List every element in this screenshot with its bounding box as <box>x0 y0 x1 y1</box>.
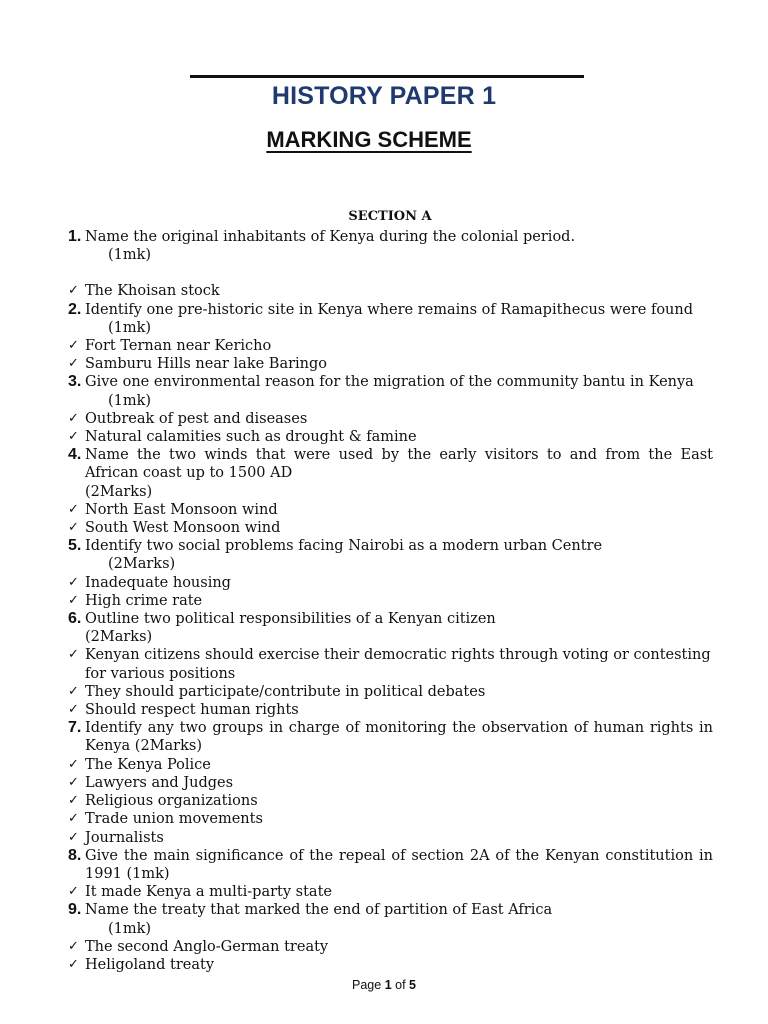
answer-item: ✓ They should participate/contribute in political debates <box>68 683 486 700</box>
footer-current-page: 1 <box>384 978 392 992</box>
question-marks: (1mk) <box>108 319 152 336</box>
check-icon: ✓ <box>68 756 79 772</box>
question-7 <box>68 719 713 755</box>
answer-item: ✓ Religious organizations <box>68 793 258 810</box>
question-text: Name the original inhabitants of Kenya during the colonial period. <box>85 229 576 245</box>
question-number: 1. <box>68 228 82 245</box>
page-footer <box>0 978 768 992</box>
check-icon: ✓ <box>68 429 79 445</box>
check-icon: ✓ <box>68 338 79 354</box>
question-number: 4. <box>68 446 82 464</box>
question-number: 7. <box>68 719 82 737</box>
check-icon: ✓ <box>68 410 79 426</box>
question-marks: (1mk) <box>108 247 152 264</box>
answer-item: ✓ Natural calamities such as drought & famine <box>68 429 417 446</box>
check-icon: ✓ <box>68 592 79 608</box>
check-icon: ✓ <box>68 793 79 809</box>
check-icon: ✓ <box>68 283 79 299</box>
question-4 <box>68 446 713 482</box>
question-text: Identify two social problems facing Nairobi as a modern urban Centre <box>85 538 603 555</box>
check-icon: ✓ <box>68 829 79 845</box>
question-5 <box>68 537 713 555</box>
page-title: HISTORY PAPER 1 <box>271 82 497 110</box>
question-marks: (2Marks) <box>85 483 153 500</box>
question-number: 5. <box>68 537 82 555</box>
question-text: Identify any two groups in charge of monitoring the observation of human rights in Kenya (2Marks) <box>85 720 713 755</box>
answer-item: ✓ High crime rate <box>68 592 203 609</box>
check-icon: ✓ <box>68 884 79 900</box>
question-number: 3. <box>68 373 82 391</box>
question-marks: (1mk) <box>108 392 152 409</box>
question-1 <box>68 228 713 246</box>
question-text: Give one environmental reason for the migration of the community bantu in Kenya <box>85 374 694 391</box>
answer-item: ✓ Journalists <box>68 829 164 846</box>
answer-item: ✓ South West Monsoon wind <box>68 520 281 537</box>
check-icon: ✓ <box>68 647 79 663</box>
answer-item: ✓ Samburu Hills near lake Baringo <box>68 356 328 373</box>
top-rule <box>190 75 584 78</box>
answer-item: ✓ The Kenya Police <box>68 756 211 773</box>
question-marks: (1mk) <box>108 920 152 937</box>
question-8 <box>68 847 713 883</box>
footer-prefix: Page <box>352 978 385 992</box>
question-marks: (2Marks) <box>85 629 153 646</box>
check-icon: ✓ <box>68 520 79 536</box>
question-number: 6. <box>68 610 82 628</box>
question-marks: (2Marks) <box>108 556 176 573</box>
question-2 <box>68 301 713 319</box>
check-icon: ✓ <box>68 702 79 718</box>
question-number: 2. <box>68 300 82 318</box>
answer-item: ✓ It made Kenya a multi-party state <box>68 884 332 901</box>
question-text: Name the treaty that marked the end of partition of East Africa <box>85 902 553 919</box>
answer-item: ✓ North East Monsoon wind <box>68 501 278 518</box>
question-6 <box>68 610 713 628</box>
check-icon: ✓ <box>68 683 79 699</box>
question-text: Identify one pre-historic site in Kenya where remains of Ramapithecus were found <box>85 301 694 318</box>
check-icon: ✓ <box>68 956 79 972</box>
question-text: Outline two political responsibilities of a Kenyan citizen <box>85 611 496 628</box>
question-number: 8. <box>68 846 82 864</box>
check-icon: ✓ <box>68 938 79 954</box>
answer-item: ✓ Heligoland treaty <box>68 956 215 973</box>
page-subtitle <box>0 127 738 153</box>
footer-middle: of <box>391 978 410 992</box>
question-number: 9. <box>68 901 82 919</box>
question-3 <box>68 373 713 391</box>
question-list <box>68 228 713 974</box>
answer-item: ✓ Outbreak of pest and diseases <box>68 410 308 427</box>
answer-item: ✓ Inadequate housing <box>68 574 231 591</box>
answer-item: ✓ Lawyers and Judges <box>68 774 234 791</box>
check-icon: ✓ <box>68 501 79 517</box>
answer-item: ✓ The Khoisan stock <box>68 283 220 300</box>
answer-item: ✓ Kenyan citizens should exercise their democratic rights through voting or contesting for various positions <box>68 647 711 682</box>
check-icon: ✓ <box>68 356 79 372</box>
section-heading: SECTION A <box>348 209 432 224</box>
check-icon: ✓ <box>68 774 79 790</box>
answer-item: ✓ The second Anglo-German treaty <box>68 938 329 955</box>
question-9 <box>68 901 713 919</box>
question-text: Give the main significance of the repeal of section 2A of the Kenyan constitution in 1991 (1mk) <box>85 847 713 882</box>
answer-item: ✓ Trade union movements <box>68 811 263 828</box>
check-icon: ✓ <box>68 811 79 827</box>
footer-total-pages: 5 <box>409 978 416 992</box>
question-text: Name the two winds that were used by the early visitors to and from the East African coast up to 1500 AD <box>85 447 713 482</box>
subtitle-text: MARKING SCHEME <box>266 127 472 152</box>
answer-item: ✓ Fort Ternan near Kericho <box>68 338 272 355</box>
answer-item: ✓ Should respect human rights <box>68 702 299 719</box>
check-icon: ✓ <box>68 574 79 590</box>
